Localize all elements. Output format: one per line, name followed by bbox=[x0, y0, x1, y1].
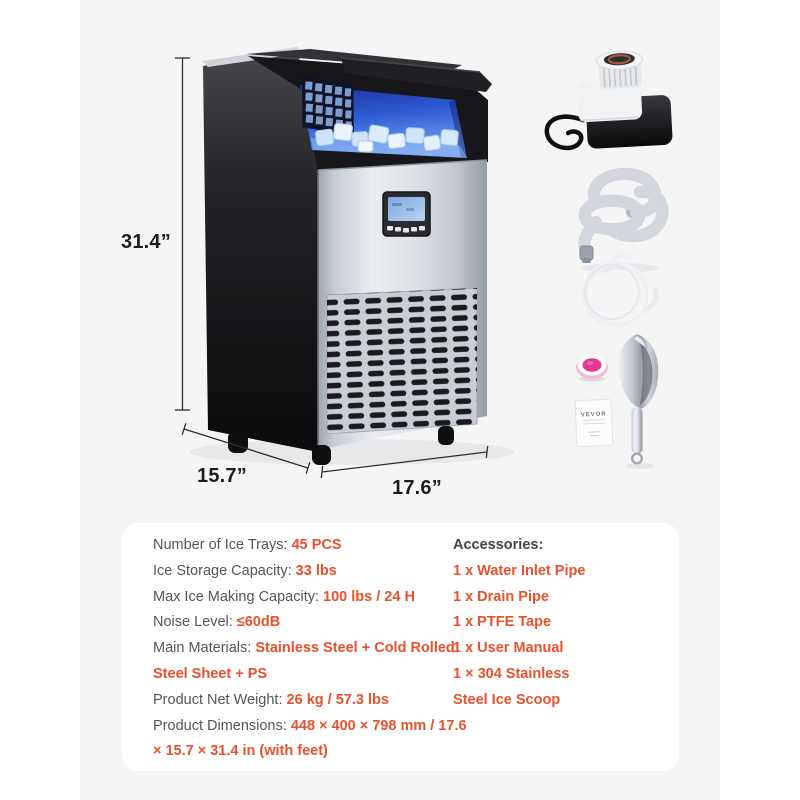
accessory-item: 1 x Drain Pipe bbox=[453, 588, 549, 605]
ptfe-tape-photo bbox=[576, 355, 608, 382]
height-dimension-label: 31.4” bbox=[121, 231, 171, 253]
spec-row bbox=[153, 714, 471, 766]
spec-label: Main Materials: bbox=[153, 640, 256, 657]
control-panel bbox=[383, 192, 430, 236]
vent-grille bbox=[327, 288, 477, 434]
ice-scoop-photo bbox=[618, 334, 658, 469]
user-manual-photo bbox=[575, 399, 613, 446]
spec-row bbox=[153, 533, 471, 559]
spec-row bbox=[153, 636, 471, 688]
spec-value: Stainless Steel + Cold Rolled Steel Sheet + PS bbox=[153, 640, 455, 682]
accessories-list bbox=[453, 533, 605, 714]
spec-label: Max Ice Making Capacity: bbox=[153, 588, 324, 605]
width-dimension-label: 17.6” bbox=[392, 477, 442, 499]
pump-power-cord bbox=[546, 116, 585, 149]
accessory-item: 1 × 304 Stainless Steel Ice Scoop bbox=[453, 665, 570, 708]
accessories-heading: Accessories: bbox=[453, 537, 544, 553]
accessories-photos bbox=[543, 49, 673, 469]
spec-value: 26 kg / 57.3 lbs bbox=[286, 691, 389, 708]
accessory-item: 1 x User Manual bbox=[453, 640, 564, 657]
spec-label: Product Net Weight: bbox=[153, 691, 287, 708]
accessory-item: 1 x PTFE Tape bbox=[453, 614, 552, 631]
spec-label: Ice Storage Capacity: bbox=[153, 562, 296, 579]
spec-label: Number of Ice Trays: bbox=[153, 537, 292, 553]
spec-row bbox=[153, 585, 471, 611]
spec-value: 45 PCS bbox=[291, 537, 342, 553]
drain-pump-photo bbox=[543, 49, 673, 151]
accessory-item: 1 x Water Inlet Pipe bbox=[453, 562, 586, 579]
depth-dimension-label: 15.7” bbox=[197, 465, 247, 487]
spec-label: Noise Level: bbox=[153, 614, 237, 631]
ice-maker-illustration bbox=[190, 47, 514, 465]
spec-value: 448 × 400 × 798 mm / 17.6 × 15.7 × 31.4 in (with feet) bbox=[153, 717, 467, 760]
spec-row bbox=[153, 559, 471, 585]
machine-side-panel bbox=[203, 50, 318, 452]
spec-row bbox=[153, 688, 471, 714]
spec-value: 33 lbs bbox=[295, 562, 337, 579]
spec-list bbox=[153, 533, 471, 765]
spec-panel bbox=[122, 523, 679, 771]
spec-row bbox=[153, 610, 471, 636]
spec-label: Product Dimensions: bbox=[153, 717, 291, 734]
spec-value: 100 lbs / 24 H bbox=[323, 588, 415, 605]
manual-brand-text: VEVOR bbox=[580, 411, 607, 419]
spec-value: ≤60dB bbox=[236, 614, 281, 631]
